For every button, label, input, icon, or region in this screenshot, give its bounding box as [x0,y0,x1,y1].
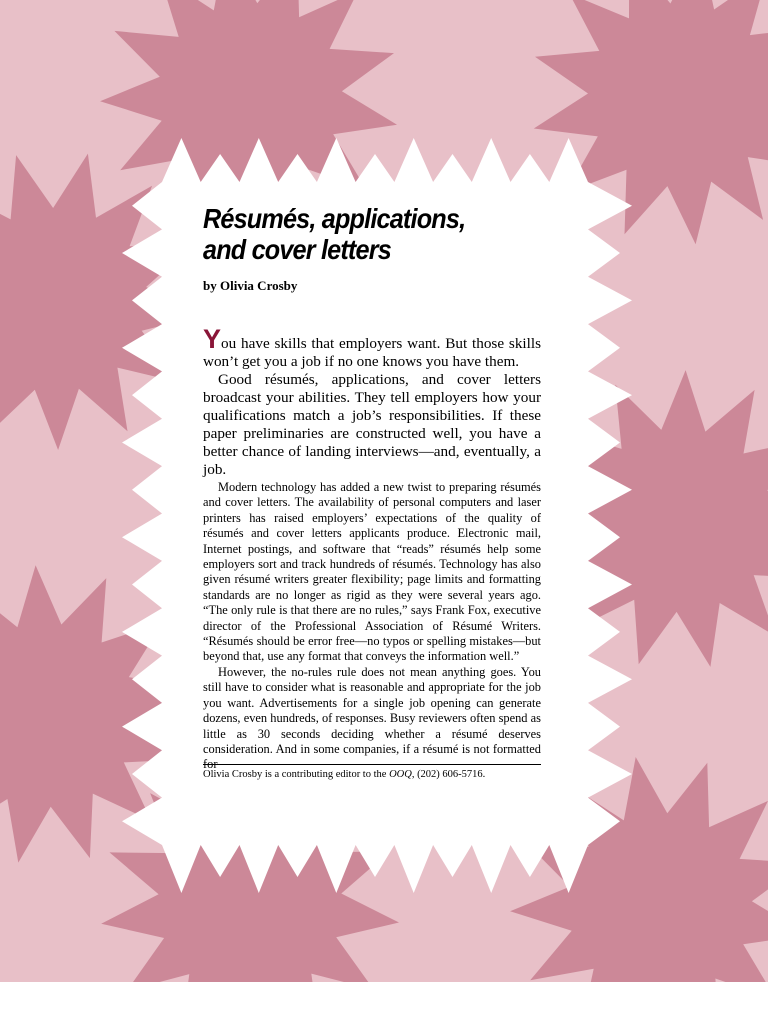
lead-paragraph-1 [203,324,541,371]
footnote-suffix: , (202) 606-5716. [411,769,486,780]
title-line-2: and cover letters [203,234,391,265]
byline: by Olivia Crosby [203,278,298,293]
footnote-publication: OOQ [389,769,412,780]
author-footnote [203,764,541,781]
article-title [203,203,541,265]
title-line-1: Résumés, applications, [203,203,466,234]
body-paragraph-2: However, the no-rules rule does not mean anything goes. You still have to consider what is reasonable and appropriate for the job you want. Advertisements for a single job opening can generate dozens, even hundreds, of responses. Busy reviewers often spend as little as 30 seconds deciding whether a résumé deserves consideration. And in some companies, if a résumé is not formatted for [203,664,541,772]
drop-cap: Y [203,324,222,354]
lead-paragraph-1-text: ou have skills that employers want. But those skills won’t get you a job if no one knows you have them. [203,335,541,370]
article [203,203,541,773]
body-paragraph-1: Modern technology has added a new twist to preparing résumés and cover letters. The availability of personal computers and laser printers has raised employers’ expectations of the quality of résumés and cover letters applicants produce. Electronic mail, Internet postings, and software that “reads” résumés help some employers sort and track hundreds of résumés. Technology has also given résumé writers greater flexibility; page limits and formatting standards are no longer as rigid as they were several years ago. “The only rule is that there are no rules,” says Frank Fox, executive director of the Professional Association of Résumé Writers. “Résumés should be error free—no typos or spelling mistakes—but beyond that, use any format that conveys the information well.” [203,480,541,664]
footnote-prefix: Olivia Crosby is a contributing editor to the [203,769,390,780]
lead-paragraph-2: Good résumés, applications, and cover letters broadcast your abilities. They tell employers how your qualifications match a job’s responsibilities. If these paper preliminaries are constructed well, you have a better chance of landing interviews—and, eventually, a job. [203,371,541,478]
